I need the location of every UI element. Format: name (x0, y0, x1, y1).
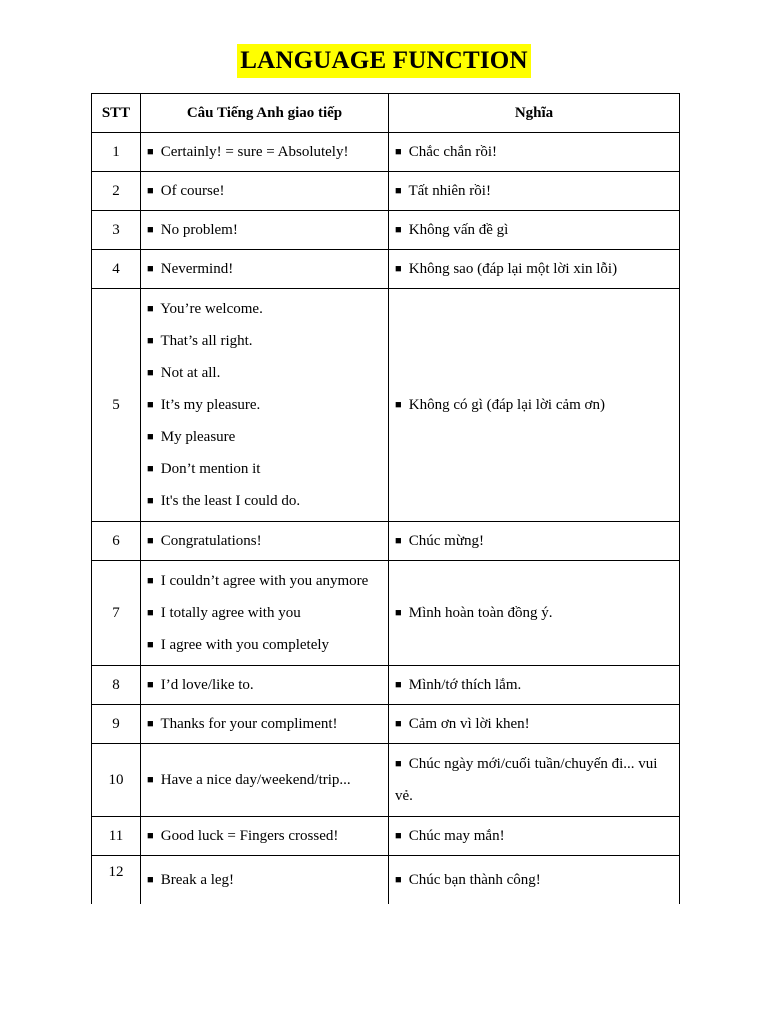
meaning-line (395, 597, 673, 629)
square-bullet-icon: ■ (147, 224, 154, 236)
phrase-line (147, 629, 382, 661)
meaning-text: Mình hoàn toàn đồng ý. (408, 605, 553, 621)
phrase-line (147, 597, 382, 629)
page-title: LANGUAGE FUNCTION (237, 44, 530, 78)
english-phrase-cell (141, 172, 389, 211)
header-english: Câu Tiếng Anh giao tiếp (141, 94, 389, 133)
meaning-cell (389, 250, 680, 289)
phrase-text: I totally agree with you (160, 605, 301, 621)
meaning-text: Chắc chắn rồi! (408, 144, 498, 160)
meaning-cell (389, 211, 680, 250)
phrase-line (147, 764, 382, 796)
table-row (92, 666, 680, 705)
square-bullet-icon: ■ (147, 874, 154, 886)
square-bullet-icon: ■ (147, 399, 154, 411)
table-row (92, 705, 680, 744)
meaning-text: Mình/tớ thích lắm. (408, 677, 522, 693)
phrase-line (147, 485, 382, 517)
row-number: 1 (92, 133, 141, 172)
meaning-line (395, 175, 673, 207)
phrase-line (147, 293, 382, 325)
english-phrase-cell (141, 744, 389, 817)
table-row (92, 744, 680, 817)
meaning-cell (389, 666, 680, 705)
meaning-cell (389, 561, 680, 666)
table-row (92, 522, 680, 561)
english-phrase-cell (141, 133, 389, 172)
row-number: 3 (92, 211, 141, 250)
meaning-line (395, 748, 673, 812)
english-phrase-cell (141, 817, 389, 856)
square-bullet-icon: ■ (147, 535, 154, 547)
phrase-line (147, 669, 382, 701)
meaning-line (395, 214, 673, 246)
phrase-text: That’s all right. (160, 333, 253, 349)
meaning-cell (389, 289, 680, 522)
english-phrase-cell (141, 522, 389, 561)
meaning-text: Không có gì (đáp lại lời cảm ơn) (408, 397, 605, 413)
square-bullet-icon: ■ (147, 185, 154, 197)
meaning-cell (389, 172, 680, 211)
english-phrase-cell (141, 211, 389, 250)
square-bullet-icon: ■ (147, 431, 154, 443)
square-bullet-icon: ■ (147, 495, 154, 507)
phrase-text: No problem! (160, 222, 238, 238)
meaning-text: Cảm ơn vì lời khen! (408, 716, 530, 732)
square-bullet-icon: ■ (395, 718, 402, 730)
row-number: 7 (92, 561, 141, 666)
phrase-line (147, 357, 382, 389)
meaning-cell (389, 705, 680, 744)
table-row (92, 172, 680, 211)
table-row (92, 561, 680, 666)
meaning-line (395, 669, 673, 701)
square-bullet-icon: ■ (147, 774, 154, 786)
meaning-cell (389, 522, 680, 561)
meaning-line (395, 136, 673, 168)
row-number: 12 (92, 856, 141, 905)
square-bullet-icon: ■ (395, 224, 402, 236)
english-phrase-cell (141, 705, 389, 744)
phrase-text: Break a leg! (160, 872, 235, 888)
row-number: 6 (92, 522, 141, 561)
row-number: 5 (92, 289, 141, 522)
square-bullet-icon: ■ (147, 263, 154, 275)
row-number: 2 (92, 172, 141, 211)
meaning-text: Không sao (đáp lại một lời xin lỗi) (408, 261, 618, 277)
square-bullet-icon: ■ (395, 535, 402, 547)
phrase-line (147, 820, 382, 852)
phrase-text: I agree with you completely (160, 637, 330, 653)
row-number: 8 (92, 666, 141, 705)
phrase-text: You’re welcome. (160, 301, 263, 317)
phrase-text: I’d love/like to. (160, 677, 254, 693)
square-bullet-icon: ■ (395, 679, 402, 691)
phrase-text: Congratulations! (160, 533, 262, 549)
header-meaning: Nghĩa (389, 94, 680, 133)
phrase-text: Certainly! = sure = Absolutely! (160, 144, 349, 160)
phrase-text: It's the least I could do. (160, 493, 301, 509)
phrase-line (147, 325, 382, 357)
phrase-text: It’s my pleasure. (160, 397, 261, 413)
meaning-text: Chúc bạn thành công! (408, 872, 541, 888)
square-bullet-icon: ■ (395, 185, 402, 197)
square-bullet-icon: ■ (147, 679, 154, 691)
square-bullet-icon: ■ (147, 146, 154, 158)
phrase-text: Have a nice day/weekend/trip... (160, 772, 351, 788)
phrase-text: Thanks for your compliment! (160, 716, 338, 732)
meaning-text: Không vấn đề gì (408, 222, 509, 238)
phrase-text: Don’t mention it (160, 461, 261, 477)
meaning-line (395, 820, 673, 852)
phrase-line (147, 136, 382, 168)
row-number: 9 (92, 705, 141, 744)
table-row (92, 211, 680, 250)
phrase-line (147, 389, 382, 421)
phrase-line (147, 214, 382, 246)
table-row (92, 817, 680, 856)
square-bullet-icon: ■ (147, 718, 154, 730)
table-row (92, 133, 680, 172)
meaning-text: Chúc mừng! (408, 533, 484, 549)
phrase-text: Nevermind! (160, 261, 234, 277)
meaning-line (395, 525, 673, 557)
phrase-text: Good luck = Fingers crossed! (160, 828, 339, 844)
phrase-line (147, 708, 382, 740)
meaning-line (395, 253, 673, 285)
square-bullet-icon: ■ (147, 367, 154, 379)
header-row (92, 94, 680, 133)
meaning-text: Tất nhiên rồi! (408, 183, 491, 199)
meaning-cell (389, 133, 680, 172)
square-bullet-icon: ■ (147, 639, 154, 651)
row-number: 4 (92, 250, 141, 289)
phrase-text: Not at all. (160, 365, 221, 381)
square-bullet-icon: ■ (147, 463, 154, 475)
square-bullet-icon: ■ (147, 830, 154, 842)
meaning-text: Chúc may mắn! (408, 828, 505, 844)
meaning-line (395, 864, 673, 896)
phrase-text: My pleasure (160, 429, 236, 445)
phrase-line (147, 864, 382, 896)
meaning-line (395, 389, 673, 421)
square-bullet-icon: ■ (147, 303, 154, 315)
title-wrapper (0, 44, 768, 78)
phrase-line (147, 453, 382, 485)
square-bullet-icon: ■ (147, 607, 154, 619)
square-bullet-icon: ■ (395, 758, 402, 770)
square-bullet-icon: ■ (147, 575, 154, 587)
table-row (92, 250, 680, 289)
phrase-line (147, 421, 382, 453)
square-bullet-icon: ■ (395, 263, 402, 275)
english-phrase-cell (141, 666, 389, 705)
square-bullet-icon: ■ (147, 335, 154, 347)
language-function-table (91, 93, 680, 904)
meaning-line (395, 708, 673, 740)
phrase-line (147, 175, 382, 207)
english-phrase-cell (141, 289, 389, 522)
phrase-text: Of course! (160, 183, 225, 199)
square-bullet-icon: ■ (395, 607, 402, 619)
square-bullet-icon: ■ (395, 399, 402, 411)
meaning-text: Chúc ngày mới/cuối tuần/chuyến đi... vui vẻ. (395, 756, 658, 804)
table-row (92, 289, 680, 522)
phrase-line (147, 253, 382, 285)
meaning-cell (389, 817, 680, 856)
square-bullet-icon: ■ (395, 874, 402, 886)
phrase-line (147, 565, 382, 597)
header-stt: STT (92, 94, 141, 133)
square-bullet-icon: ■ (395, 830, 402, 842)
english-phrase-cell (141, 561, 389, 666)
table-row (92, 856, 680, 905)
phrase-line (147, 525, 382, 557)
phrase-text: I couldn’t agree with you anymore (160, 573, 369, 589)
english-phrase-cell (141, 856, 389, 905)
row-number: 11 (92, 817, 141, 856)
row-number: 10 (92, 744, 141, 817)
english-phrase-cell (141, 250, 389, 289)
meaning-cell (389, 744, 680, 817)
square-bullet-icon: ■ (395, 146, 402, 158)
meaning-cell (389, 856, 680, 905)
